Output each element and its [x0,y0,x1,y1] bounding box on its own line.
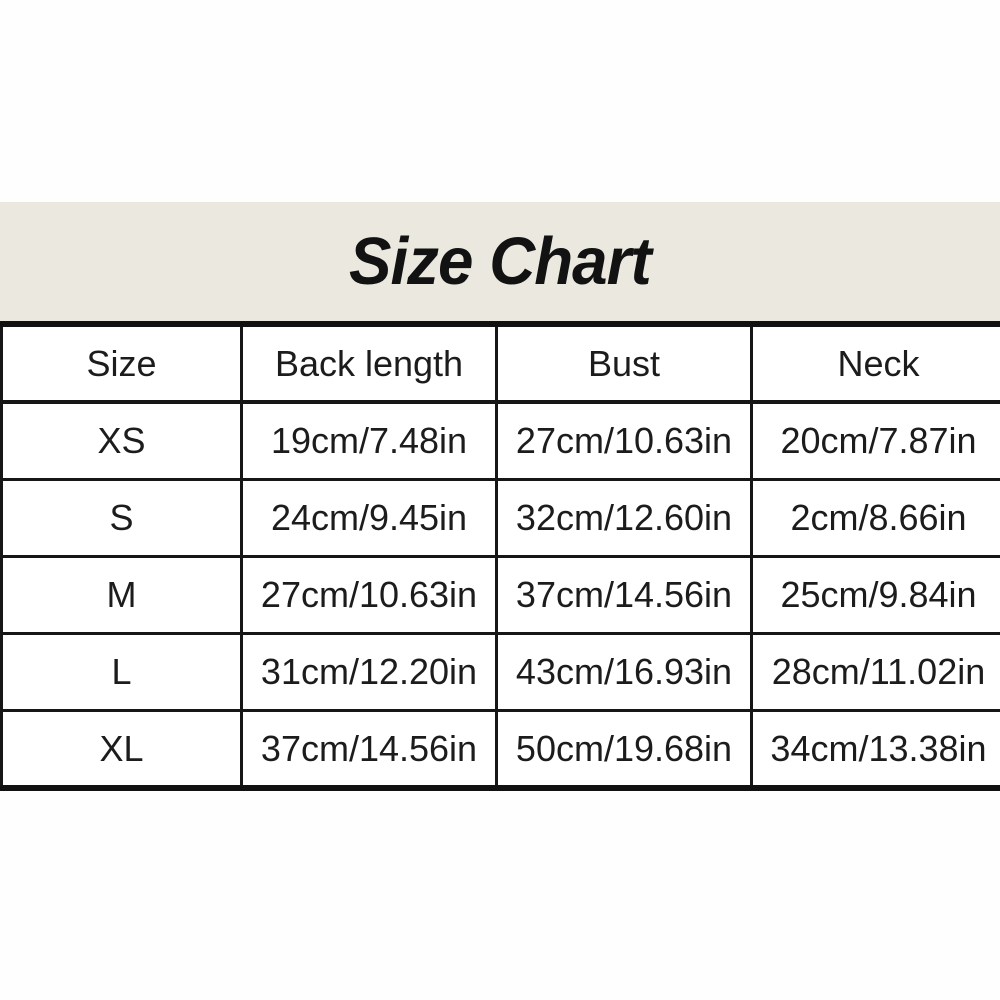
header-row [2,324,1000,402]
size-label-cell: XL [2,711,242,788]
table-body [2,402,1000,788]
measurement-cell: 27cm/10.63in [497,402,752,479]
page-title: Size Chart [349,224,651,299]
column-header-back-length: Back length [242,324,497,402]
table-row [2,634,1000,711]
measurement-cell: 28cm/11.02in [752,634,1000,711]
table-row [2,556,1000,633]
measurement-cell: 32cm/12.60in [497,479,752,556]
size-label-cell: XS [2,402,242,479]
size-label-cell: S [2,479,242,556]
table-row [2,402,1000,479]
measurement-cell: 31cm/12.20in [242,634,497,711]
measurement-cell: 50cm/19.68in [497,711,752,788]
column-header-neck: Neck [752,324,1000,402]
measurement-cell: 2cm/8.66in [752,479,1000,556]
measurement-cell: 24cm/9.45in [242,479,497,556]
measurement-cell: 43cm/16.93in [497,634,752,711]
measurement-cell: 37cm/14.56in [497,556,752,633]
measurement-cell: 20cm/7.87in [752,402,1000,479]
size-label-cell: M [2,556,242,633]
measurement-cell: 27cm/10.63in [242,556,497,633]
measurement-cell: 37cm/14.56in [242,711,497,788]
measurement-cell: 19cm/7.48in [242,402,497,479]
table-row [2,479,1000,556]
table-row [2,711,1000,788]
column-header-bust: Bust [497,324,752,402]
size-label-cell: L [2,634,242,711]
size-table [0,321,1000,791]
measurement-cell: 25cm/9.84in [752,556,1000,633]
title-band [0,202,1000,321]
column-header-size: Size [2,324,242,402]
measurement-cell: 34cm/13.38in [752,711,1000,788]
